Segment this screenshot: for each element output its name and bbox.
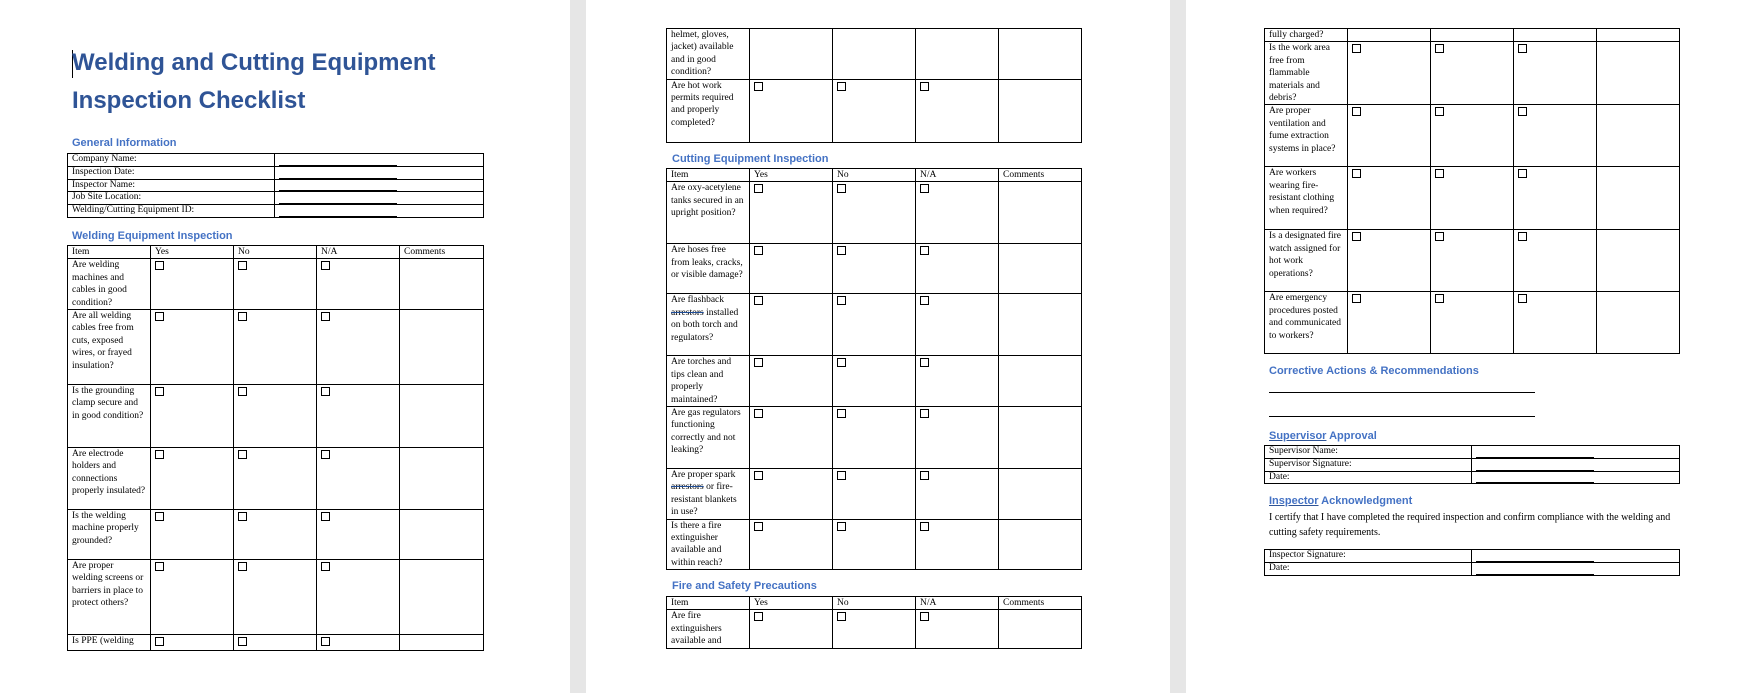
comments-cell[interactable]	[999, 519, 1082, 570]
field-value[interactable]	[1472, 562, 1680, 575]
corrective-actions-heading: Corrective Actions & Recommendations	[1269, 365, 1479, 377]
item-text: Are workers wearing fire-resistant clothing when required?	[1265, 167, 1348, 230]
na-checkbox[interactable]	[317, 385, 400, 448]
na-checkbox[interactable]	[1514, 292, 1597, 354]
table-row	[667, 79, 1082, 142]
comments-cell[interactable]	[400, 310, 484, 385]
column-header-no: No	[833, 169, 916, 182]
table-row	[68, 635, 484, 651]
comments-cell[interactable]	[999, 79, 1082, 142]
column-header-na: N/A	[916, 597, 999, 610]
comments-cell[interactable]	[1597, 105, 1680, 167]
table-row	[667, 182, 1082, 244]
field-value[interactable]	[275, 154, 484, 167]
comments-cell[interactable]	[1597, 230, 1680, 292]
no-checkbox[interactable]	[833, 519, 916, 570]
column-header-no: No	[234, 246, 317, 259]
na-checkbox[interactable]	[1514, 167, 1597, 230]
table-row	[1265, 550, 1680, 563]
na-checkbox[interactable]	[916, 407, 999, 469]
no-checkbox[interactable]	[1431, 105, 1514, 167]
table-row	[68, 448, 484, 510]
column-header-yes: Yes	[151, 246, 234, 259]
na-checkbox[interactable]	[1514, 105, 1597, 167]
item-text: fully charged?	[1265, 29, 1348, 42]
item-text: Are oxy-acetylene tanks secured in an upright position?	[667, 182, 750, 244]
no-checkbox[interactable]	[234, 385, 317, 448]
comments-cell[interactable]	[999, 469, 1082, 520]
na-checkbox[interactable]	[916, 182, 999, 244]
item-text: Are proper ventilation and fume extraction systems in place?	[1265, 105, 1348, 167]
table-row	[1265, 562, 1680, 575]
field-label: Inspector Name:	[68, 179, 275, 192]
yes-checkbox[interactable]	[151, 310, 234, 385]
yes-cell[interactable]	[750, 29, 833, 80]
yes-checkbox[interactable]	[1348, 42, 1431, 105]
no-checkbox[interactable]	[833, 294, 916, 356]
na-checkbox[interactable]	[317, 259, 400, 310]
na-checkbox[interactable]	[317, 635, 400, 651]
yes-checkbox[interactable]	[1348, 292, 1431, 354]
item-text: Is there a fire extinguisher available and within reach?	[667, 519, 750, 570]
yes-checkbox[interactable]	[151, 385, 234, 448]
item-text: Are flashback arrestors installed on both torch and regulators?	[667, 294, 750, 356]
column-header-comments: Comments	[999, 597, 1082, 610]
no-checkbox[interactable]	[1431, 167, 1514, 230]
comments-cell[interactable]	[400, 385, 484, 448]
yes-checkbox[interactable]	[151, 259, 234, 310]
welding-inspection-heading: Welding Equipment Inspection	[72, 230, 233, 242]
fire-safety-heading: Fire and Safety Precautions	[672, 580, 817, 592]
comments-cell[interactable]	[999, 29, 1082, 80]
comments-cell[interactable]	[400, 635, 484, 651]
comments-cell[interactable]	[999, 356, 1082, 407]
document-page-3	[1186, 0, 1753, 693]
item-text: Are emergency procedures posted and communicated to workers?	[1265, 292, 1348, 354]
na-checkbox[interactable]	[317, 560, 400, 635]
table-row	[1265, 458, 1680, 471]
yes-checkbox[interactable]	[1348, 167, 1431, 230]
na-checkbox[interactable]	[916, 79, 999, 142]
column-header-yes: Yes	[750, 169, 833, 182]
item-text: Are hoses free from leaks, cracks, or visible damage?	[667, 244, 750, 294]
item-text: Are proper spark arrestors or fire-resistant blankets in use?	[667, 469, 750, 520]
supervisor-approval-heading: Supervisor Approval	[1269, 430, 1377, 442]
yes-checkbox[interactable]	[750, 182, 833, 244]
item-text: Are hot work permits required and properly completed?	[667, 79, 750, 142]
yes-checkbox[interactable]	[750, 244, 833, 294]
table-row	[68, 166, 484, 179]
field-label: Inspector Signature:	[1265, 550, 1472, 563]
no-checkbox[interactable]	[1431, 42, 1514, 105]
corrective-line-1[interactable]	[1269, 392, 1535, 393]
table-header-row	[667, 169, 1082, 182]
item-text: Are electrode holders and connections properly insulated?	[68, 448, 151, 510]
no-checkbox[interactable]	[234, 310, 317, 385]
na-checkbox[interactable]	[317, 310, 400, 385]
table-row	[667, 294, 1082, 356]
no-checkbox[interactable]	[833, 182, 916, 244]
na-checkbox[interactable]	[317, 448, 400, 510]
column-header-item: Item	[68, 246, 151, 259]
table-row	[1265, 230, 1680, 292]
na-cell[interactable]	[916, 29, 999, 80]
field-label: Welding/Cutting Equipment ID:	[68, 205, 275, 218]
field-value[interactable]	[1472, 458, 1680, 471]
na-checkbox[interactable]	[916, 519, 999, 570]
general-info-heading: General Information	[72, 137, 177, 149]
column-header-comments: Comments	[400, 246, 484, 259]
table-header-row	[667, 597, 1082, 610]
column-header-item: Item	[667, 597, 750, 610]
item-text: Are proper welding screens or barriers in place to protect others?	[68, 560, 151, 635]
no-checkbox[interactable]	[833, 407, 916, 469]
field-label: Job Site Location:	[68, 192, 275, 205]
na-checkbox[interactable]	[916, 294, 999, 356]
inspector-statement: I certify that I have completed the required inspection and confirm compliance with the welding and cutting safety requirements.	[1269, 512, 1671, 538]
item-text: helmet, gloves, jacket) available and in good condition?	[667, 29, 750, 80]
table-row	[68, 560, 484, 635]
column-header-item: Item	[667, 169, 750, 182]
yes-checkbox[interactable]	[750, 610, 833, 648]
yes-checkbox[interactable]	[750, 407, 833, 469]
no-checkbox[interactable]	[833, 244, 916, 294]
cutting-inspection-heading: Cutting Equipment Inspection	[672, 153, 829, 165]
item-text: Is a designated fire watch assigned for hot work operations?	[1265, 230, 1348, 292]
column-header-comments: Comments	[999, 169, 1082, 182]
corrective-line-2[interactable]	[1269, 416, 1535, 417]
yes-checkbox[interactable]	[750, 519, 833, 570]
document-page-2	[586, 0, 1170, 693]
table-row	[1265, 446, 1680, 459]
comments-cell[interactable]	[1597, 29, 1680, 42]
table-row	[68, 205, 484, 218]
table-row	[667, 407, 1082, 469]
table-row	[667, 519, 1082, 570]
no-checkbox[interactable]	[234, 259, 317, 310]
comments-cell[interactable]	[400, 560, 484, 635]
column-header-yes: Yes	[750, 597, 833, 610]
na-checkbox[interactable]	[916, 244, 999, 294]
na-checkbox[interactable]	[1514, 42, 1597, 105]
table-row	[1265, 471, 1680, 484]
table-row	[667, 244, 1082, 294]
no-checkbox[interactable]	[833, 469, 916, 520]
table-row	[1265, 167, 1680, 230]
field-value[interactable]	[275, 192, 484, 205]
document-page-1	[0, 0, 570, 693]
item-text: Are gas regulators functioning correctly and not leaking?	[667, 407, 750, 469]
table-row	[667, 29, 1082, 80]
yes-checkbox[interactable]	[151, 448, 234, 510]
table-row	[68, 192, 484, 205]
comments-cell[interactable]	[1597, 292, 1680, 354]
no-cell[interactable]	[1431, 29, 1514, 42]
comments-cell[interactable]	[1597, 167, 1680, 230]
fire-safety-table	[666, 596, 1082, 649]
yes-checkbox[interactable]	[750, 79, 833, 142]
table-row	[1265, 42, 1680, 105]
na-checkbox[interactable]	[916, 469, 999, 520]
table-row	[68, 154, 484, 167]
table-row	[1265, 292, 1680, 354]
item-text: Are all welding cables free from cuts, exposed wires, or frayed insulation?	[68, 310, 151, 385]
no-checkbox[interactable]	[1431, 292, 1514, 354]
yes-checkbox[interactable]	[750, 294, 833, 356]
column-header-na: N/A	[916, 169, 999, 182]
inspector-ack-table	[1264, 549, 1680, 576]
table-row	[667, 469, 1082, 520]
item-text: Is the work area free from flammable materials and debris?	[1265, 42, 1348, 105]
table-row	[68, 259, 484, 310]
item-text: Are fire extinguishers available and	[667, 610, 750, 648]
comments-cell[interactable]	[400, 448, 484, 510]
item-text: Is the grounding clamp secure and in good condition?	[68, 385, 151, 448]
yes-checkbox[interactable]	[151, 560, 234, 635]
comments-cell[interactable]	[999, 244, 1082, 294]
comments-cell[interactable]	[999, 407, 1082, 469]
table-row	[68, 310, 484, 385]
yes-checkbox[interactable]	[151, 510, 234, 560]
comments-cell[interactable]	[400, 259, 484, 310]
supervisor-approval-table	[1264, 445, 1680, 484]
inspector-ack-heading: Inspector Acknowledgment	[1269, 495, 1413, 507]
na-checkbox[interactable]	[916, 610, 999, 648]
comments-cell[interactable]	[999, 294, 1082, 356]
field-value[interactable]	[1472, 550, 1680, 563]
no-checkbox[interactable]	[234, 560, 317, 635]
no-checkbox[interactable]	[234, 510, 317, 560]
field-value[interactable]	[1472, 471, 1680, 484]
comments-cell[interactable]	[999, 182, 1082, 244]
table-row	[667, 356, 1082, 407]
yes-checkbox[interactable]	[750, 469, 833, 520]
table-header-row	[68, 246, 484, 259]
yes-checkbox[interactable]	[151, 635, 234, 651]
field-label: Supervisor Name:	[1265, 446, 1472, 459]
title-line-1: Welding and Cutting Equipment	[72, 49, 436, 76]
no-checkbox[interactable]	[234, 635, 317, 651]
field-label: Company Name:	[68, 154, 275, 167]
field-label: Inspection Date:	[68, 166, 275, 179]
column-header-na: N/A	[317, 246, 400, 259]
no-checkbox[interactable]	[1431, 230, 1514, 292]
na-checkbox[interactable]	[317, 510, 400, 560]
field-value[interactable]	[275, 179, 484, 192]
field-label: Date:	[1265, 471, 1472, 484]
table-row	[1265, 105, 1680, 167]
yes-cell[interactable]	[1348, 29, 1431, 42]
comments-cell[interactable]	[1597, 42, 1680, 105]
welding-inspection-table	[67, 245, 484, 651]
table-row	[68, 385, 484, 448]
yes-checkbox[interactable]	[750, 356, 833, 407]
fire-safety-table-continued	[1264, 28, 1680, 354]
field-value[interactable]	[275, 166, 484, 179]
item-text: Is the welding machine properly grounded?	[68, 510, 151, 560]
table-row	[68, 179, 484, 192]
table-row	[68, 510, 484, 560]
no-cell[interactable]	[833, 29, 916, 80]
table-row	[1265, 29, 1680, 42]
cutting-inspection-table	[666, 168, 1082, 570]
no-checkbox[interactable]	[833, 79, 916, 142]
item-text: Are welding machines and cables in good condition?	[68, 259, 151, 310]
comments-cell[interactable]	[999, 610, 1082, 648]
document-title[interactable]	[72, 44, 492, 120]
field-value[interactable]	[1472, 446, 1680, 459]
comments-cell[interactable]	[400, 510, 484, 560]
field-label: Date:	[1265, 562, 1472, 575]
yes-checkbox[interactable]	[1348, 230, 1431, 292]
no-checkbox[interactable]	[833, 356, 916, 407]
na-cell[interactable]	[1514, 29, 1597, 42]
na-checkbox[interactable]	[1514, 230, 1597, 292]
field-label: Supervisor Signature:	[1265, 458, 1472, 471]
field-value[interactable]	[275, 205, 484, 218]
general-info-table	[67, 153, 484, 218]
title-line-2: Inspection Checklist	[72, 87, 306, 114]
no-checkbox[interactable]	[833, 610, 916, 648]
welding-inspection-table-continued	[666, 28, 1082, 143]
column-header-no: No	[833, 597, 916, 610]
item-text: Is PPE (welding	[68, 635, 151, 651]
item-text: Are torches and tips clean and properly maintained?	[667, 356, 750, 407]
table-row	[667, 610, 1082, 648]
na-checkbox[interactable]	[916, 356, 999, 407]
no-checkbox[interactable]	[234, 448, 317, 510]
yes-checkbox[interactable]	[1348, 105, 1431, 167]
